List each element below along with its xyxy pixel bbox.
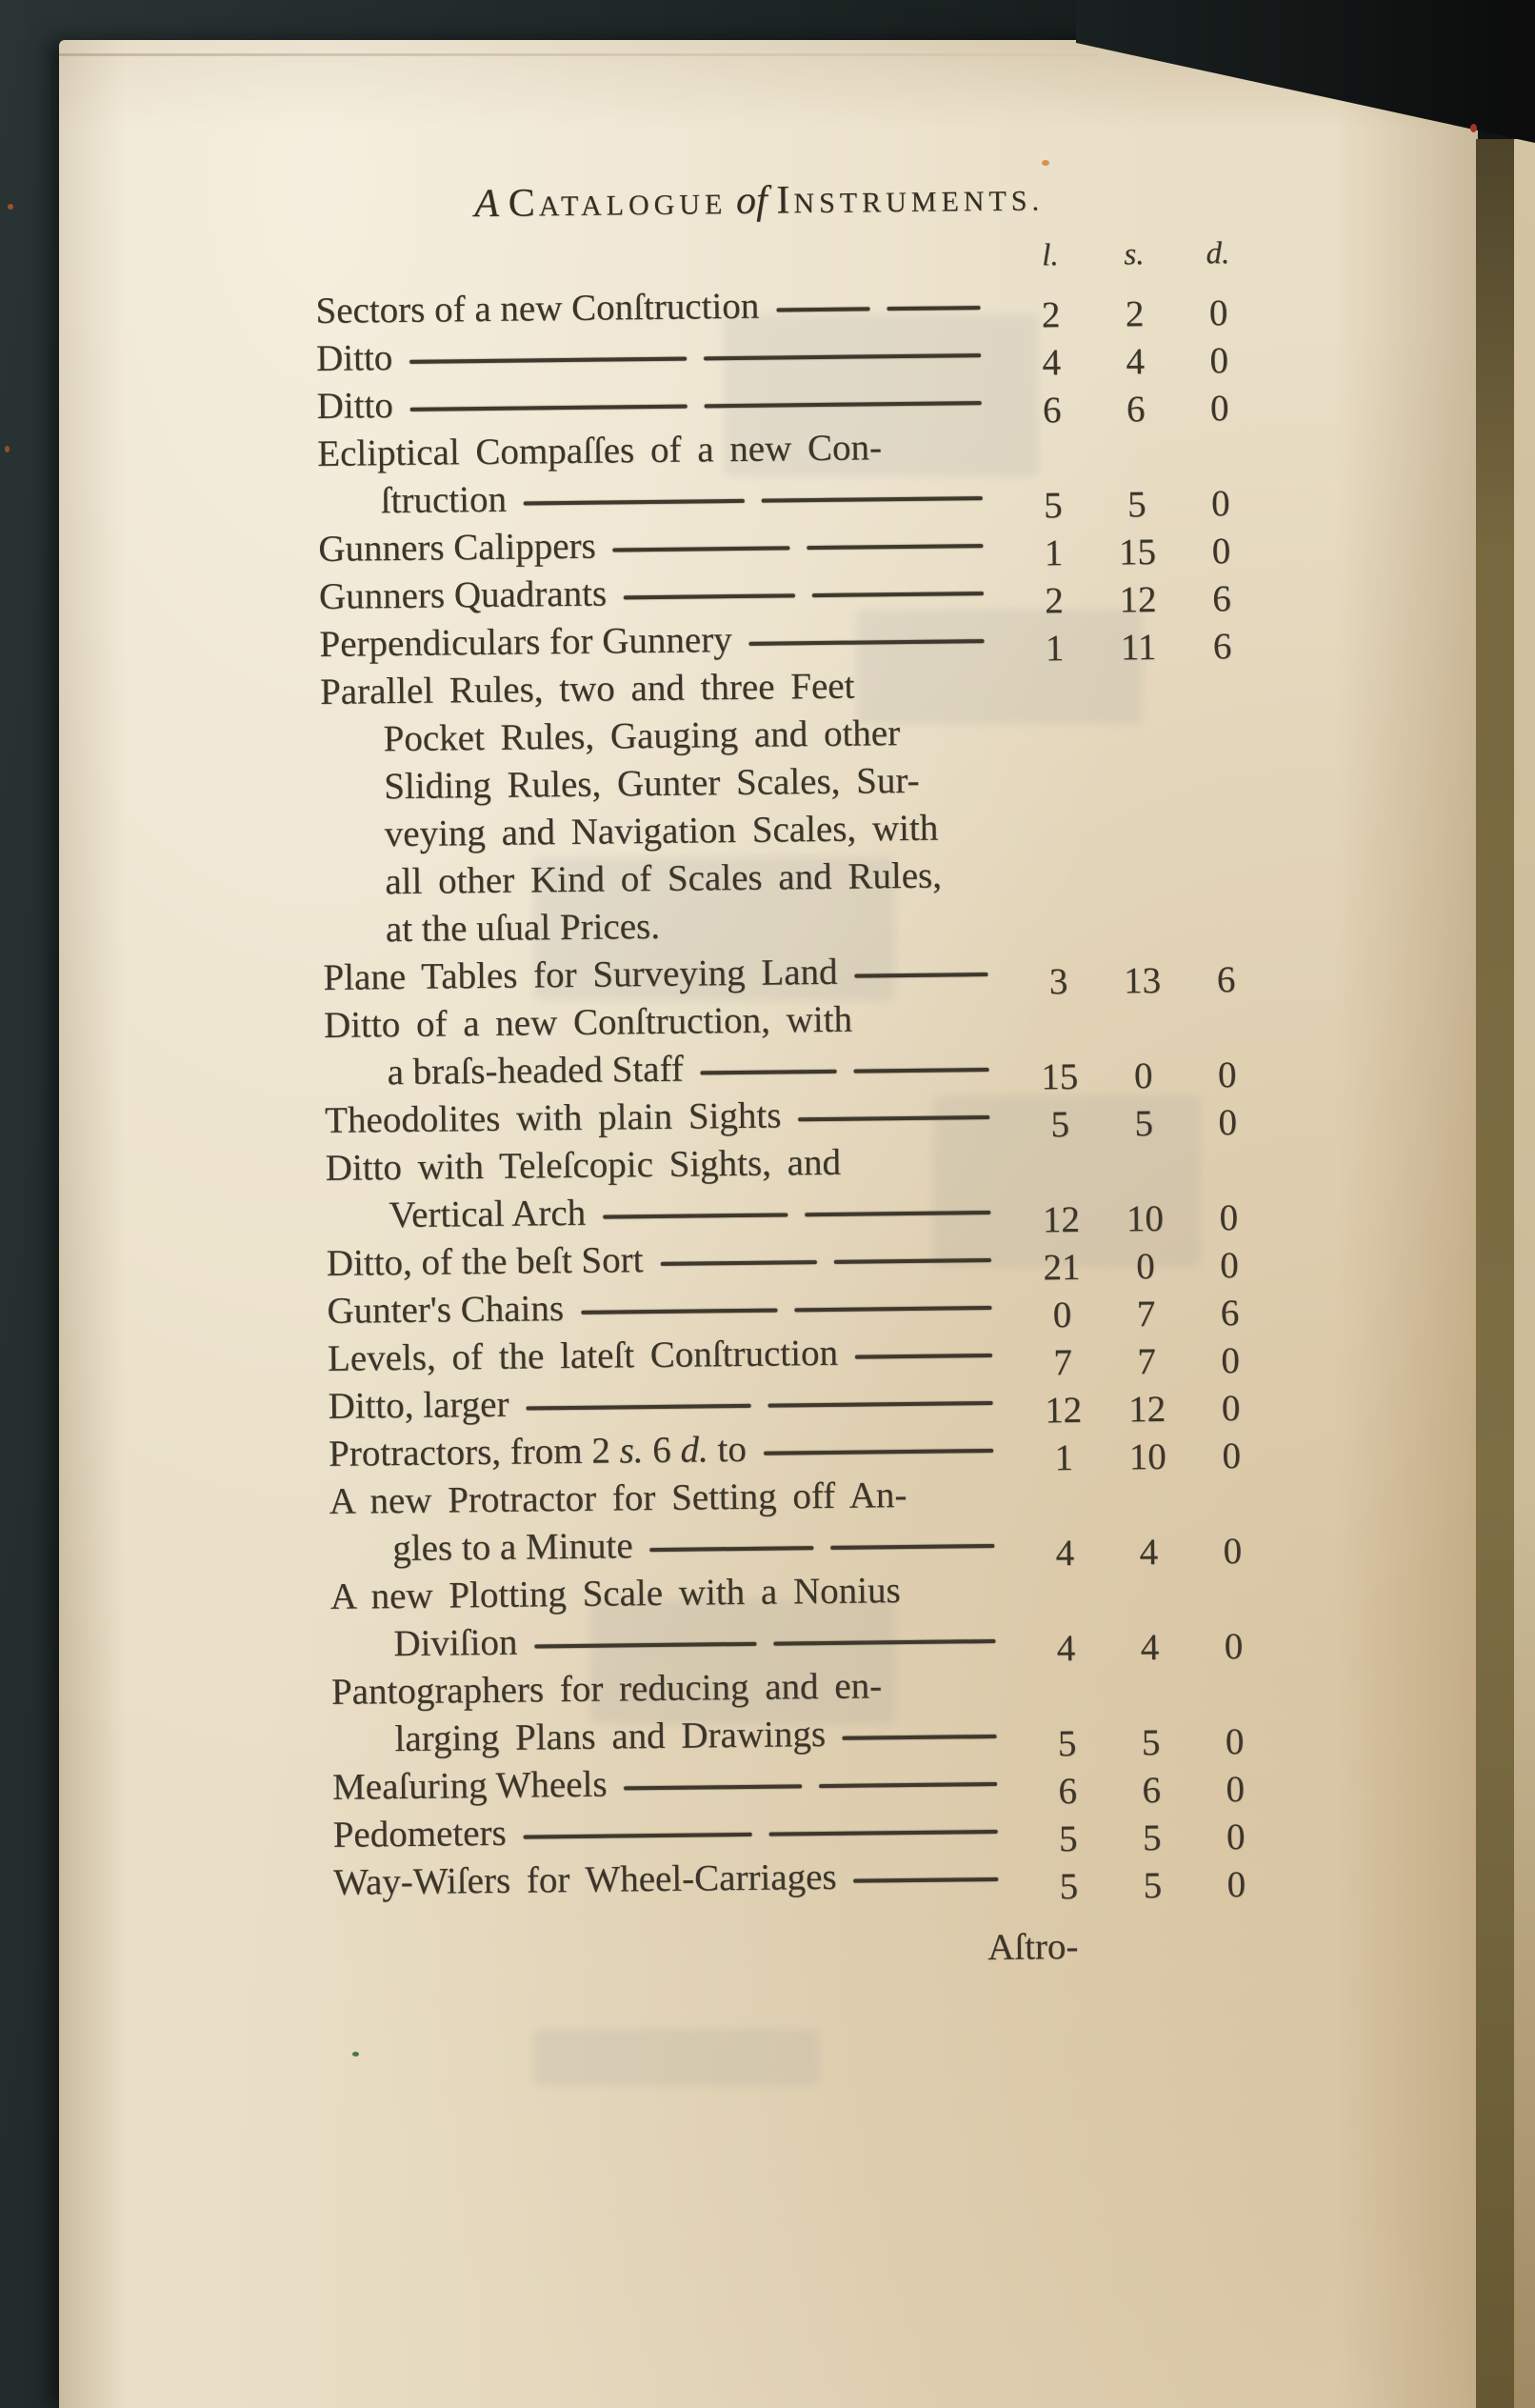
price-shillings: 5 [1141, 1722, 1161, 1764]
price-shillings: 5 [1142, 1817, 1162, 1859]
entry-text: Ecliptical Compaſſes of a new Con- [316, 427, 883, 474]
entry-text: Gunter's Chains [327, 1288, 565, 1332]
price-shillings: 13 [1123, 959, 1162, 1002]
entry-text: Gunners Quadrants [318, 572, 608, 617]
price-pence: 0 [1221, 1388, 1241, 1430]
entry-text: Ditto [315, 337, 393, 379]
entry-text: Sectors of a new Conſtruction [315, 285, 760, 331]
rule-dashes [633, 1544, 1024, 1571]
price-pounds: 5 [1057, 1723, 1077, 1765]
price-pence: 6 [1212, 578, 1232, 620]
price-pence: 0 [1209, 388, 1229, 430]
price-pounds: 2 [1045, 580, 1065, 622]
entry-text: Ditto of a new Conſtruction, with [323, 998, 853, 1046]
entry-text: Levels, of the lateſt Conſtruction [327, 1332, 839, 1379]
price-pounds: 4 [1056, 1628, 1076, 1670]
price-shillings: 4 [1126, 341, 1146, 383]
price-shillings: 15 [1118, 531, 1157, 573]
rule-dashes [826, 1735, 1026, 1758]
title-instruments: INSTRUMENTS. [776, 178, 1045, 223]
entry-text: Meaſuring Wheels [331, 1763, 608, 1808]
price-pence: 0 [1219, 1197, 1239, 1239]
page-title [474, 172, 1260, 231]
entry-text: at the uſual Prices. [385, 905, 661, 951]
price-pence: 0 [1219, 1245, 1239, 1287]
entry-text: Parallel Rules, two and three Feet [319, 665, 855, 712]
price-shillings: 5 [1126, 484, 1146, 526]
column-header-pence: d. [1206, 236, 1230, 271]
rule-dashes [747, 1449, 1023, 1474]
price-pence: 0 [1222, 1435, 1242, 1477]
price-pence: 0 [1217, 1054, 1237, 1096]
entry-text: Perpendiculars for Gunnery [319, 619, 732, 665]
entry-text: larging Plans and Drawings [394, 1714, 827, 1760]
entry-text: all other Kind of Scales and Rules, [385, 854, 943, 903]
price-pounds: 5 [1043, 485, 1063, 527]
page-content [314, 172, 1279, 1979]
entry-line [318, 468, 1264, 526]
price-pounds: 2 [1041, 294, 1061, 336]
catalogue-entry [330, 1563, 1276, 1669]
price-pence: 6 [1220, 1293, 1240, 1334]
catalogue-entry [323, 944, 1268, 1002]
price-pence: 0 [1211, 531, 1231, 572]
entry-line [330, 1611, 1276, 1669]
rule-dashes [838, 973, 1017, 996]
price-pounds: 6 [1058, 1771, 1078, 1813]
price-pounds: 21 [1043, 1246, 1081, 1289]
price-pence: 6 [1216, 959, 1236, 1001]
entry-text: Ditto [316, 385, 394, 427]
price-pence: 0 [1210, 483, 1230, 525]
entry-text: Plane Tables for Surveying Land [323, 951, 838, 998]
rule-dashes [781, 1115, 1018, 1140]
entry-line [323, 944, 1268, 1002]
price-pounds: 12 [1042, 1198, 1081, 1241]
rule-dashes [643, 1258, 1020, 1284]
price-pence: 0 [1224, 1626, 1244, 1668]
entry-text: Pocket Rules, Gauging and other [383, 712, 901, 760]
price-shillings: 5 [1134, 1103, 1154, 1145]
paper-speck [1470, 124, 1477, 132]
price-pence: 0 [1221, 1340, 1241, 1382]
price-pence: 0 [1226, 1816, 1246, 1858]
rule-dashes [759, 306, 1009, 331]
price-shillings: 6 [1126, 389, 1146, 431]
price-pounds: 3 [1048, 961, 1068, 1003]
entry-text: Ditto, larger [328, 1383, 509, 1427]
paper-speck [8, 204, 13, 210]
price-pounds: 4 [1055, 1533, 1075, 1575]
title-article: A [474, 181, 500, 227]
book-gutter [1476, 139, 1514, 2408]
rule-dashes [838, 1354, 1021, 1377]
rule-dashes [607, 592, 1012, 618]
price-shillings: 2 [1125, 293, 1145, 335]
catalogue-entry [324, 992, 1269, 1097]
price-pence: 0 [1209, 340, 1229, 382]
rule-dashes [684, 1068, 1018, 1094]
entry-text: Protractors, from 2 s. 6 d. to [328, 1428, 748, 1475]
price-pounds: 5 [1050, 1104, 1070, 1146]
catalogue-entry [315, 277, 1261, 335]
price-pence: 0 [1208, 292, 1228, 334]
price-shillings: 4 [1139, 1532, 1159, 1574]
entry-text: veying and Navigation Scales, with [384, 807, 939, 855]
price-shillings: 0 [1135, 1246, 1155, 1288]
entry-text: Pantographers for reducing and en- [330, 1665, 883, 1713]
catalogue-entry [317, 420, 1263, 526]
price-pounds: 12 [1044, 1389, 1083, 1432]
price-pounds: 6 [1042, 390, 1062, 431]
price-pounds: 5 [1058, 1818, 1078, 1860]
price-pounds: 5 [1059, 1866, 1079, 1908]
price-pounds: 1 [1045, 628, 1065, 670]
entry-text: Ditto with Teleſcopic Sights, and [325, 1141, 842, 1189]
price-shillings: 12 [1127, 1388, 1166, 1431]
price-pence: 0 [1223, 1531, 1243, 1573]
entry-text: Sliding Rules, Gunter Scales, Sur- [383, 759, 920, 808]
catchword: Aſtro- [987, 1926, 1079, 1969]
price-pounds: 15 [1040, 1055, 1079, 1098]
price-shillings: 4 [1140, 1627, 1160, 1669]
entry-line [326, 1182, 1271, 1240]
entry-line [324, 1039, 1269, 1097]
price-pence: 0 [1226, 1864, 1246, 1906]
entry-text: Ditto, of the beſt Sort [326, 1239, 644, 1284]
paper-speck [1042, 160, 1049, 166]
entry-text: A new Plotting Scale with a Nonius [329, 1570, 901, 1617]
price-shillings: 5 [1143, 1865, 1163, 1907]
price-pounds: 0 [1052, 1294, 1072, 1336]
title-of: of [735, 178, 768, 223]
entry-line [329, 1515, 1275, 1574]
price-shillings: 7 [1136, 1294, 1156, 1335]
entry-text: gles to a Minute [392, 1525, 633, 1570]
column-header-shillings: s. [1124, 237, 1145, 272]
entry-text: Gunners Calippers [318, 525, 596, 570]
entry-text: Vertical Arch [389, 1192, 587, 1236]
entry-text: A new Protractor for Setting off An- [329, 1475, 907, 1522]
entry-text: Theodolites with plain Sights [324, 1094, 782, 1141]
catalogue-entry [331, 1658, 1277, 1764]
catalogue-entry [329, 1468, 1274, 1574]
catalogue-entry [325, 1134, 1270, 1240]
rule-dashes [837, 1877, 1027, 1901]
entry-line [331, 1706, 1277, 1764]
price-pence: 0 [1225, 1721, 1245, 1763]
price-shillings: 6 [1142, 1770, 1162, 1812]
price-pounds: 7 [1053, 1342, 1073, 1384]
price-shillings: 10 [1126, 1197, 1165, 1240]
entry-text: Pedometers [332, 1812, 507, 1856]
price-pounds: 4 [1042, 342, 1062, 384]
rule-dashes [732, 639, 1013, 664]
price-shillings: 12 [1119, 578, 1157, 621]
adjacent-page-edge [1514, 139, 1535, 2408]
column-header-pounds: l. [1041, 238, 1059, 273]
price-pence: 0 [1218, 1102, 1238, 1144]
entry-text: ſtruction [380, 478, 508, 522]
price-shillings: 10 [1128, 1435, 1166, 1478]
paper-speck [352, 2052, 359, 2057]
price-shillings: 7 [1137, 1341, 1157, 1383]
show-through-text [533, 2029, 819, 2086]
paper-speck [5, 446, 10, 452]
entry-line [315, 277, 1261, 335]
catalogue-list [315, 277, 1278, 1907]
entry-text: Diviſion [393, 1621, 518, 1665]
entry-text: Way-Wiſers for Wheel-Carriages [333, 1856, 837, 1903]
price-shillings: 11 [1120, 627, 1157, 669]
price-shillings: 0 [1133, 1055, 1153, 1097]
price-pence: 0 [1226, 1769, 1246, 1811]
title-catalogue: CATALOGUE [508, 181, 728, 226]
entry-text: a braſs-headed Staff [387, 1048, 684, 1094]
price-pounds: 1 [1054, 1437, 1074, 1479]
catalogue-entry [320, 658, 1267, 954]
price-pounds: 1 [1044, 532, 1064, 574]
price-pence: 6 [1212, 626, 1232, 668]
